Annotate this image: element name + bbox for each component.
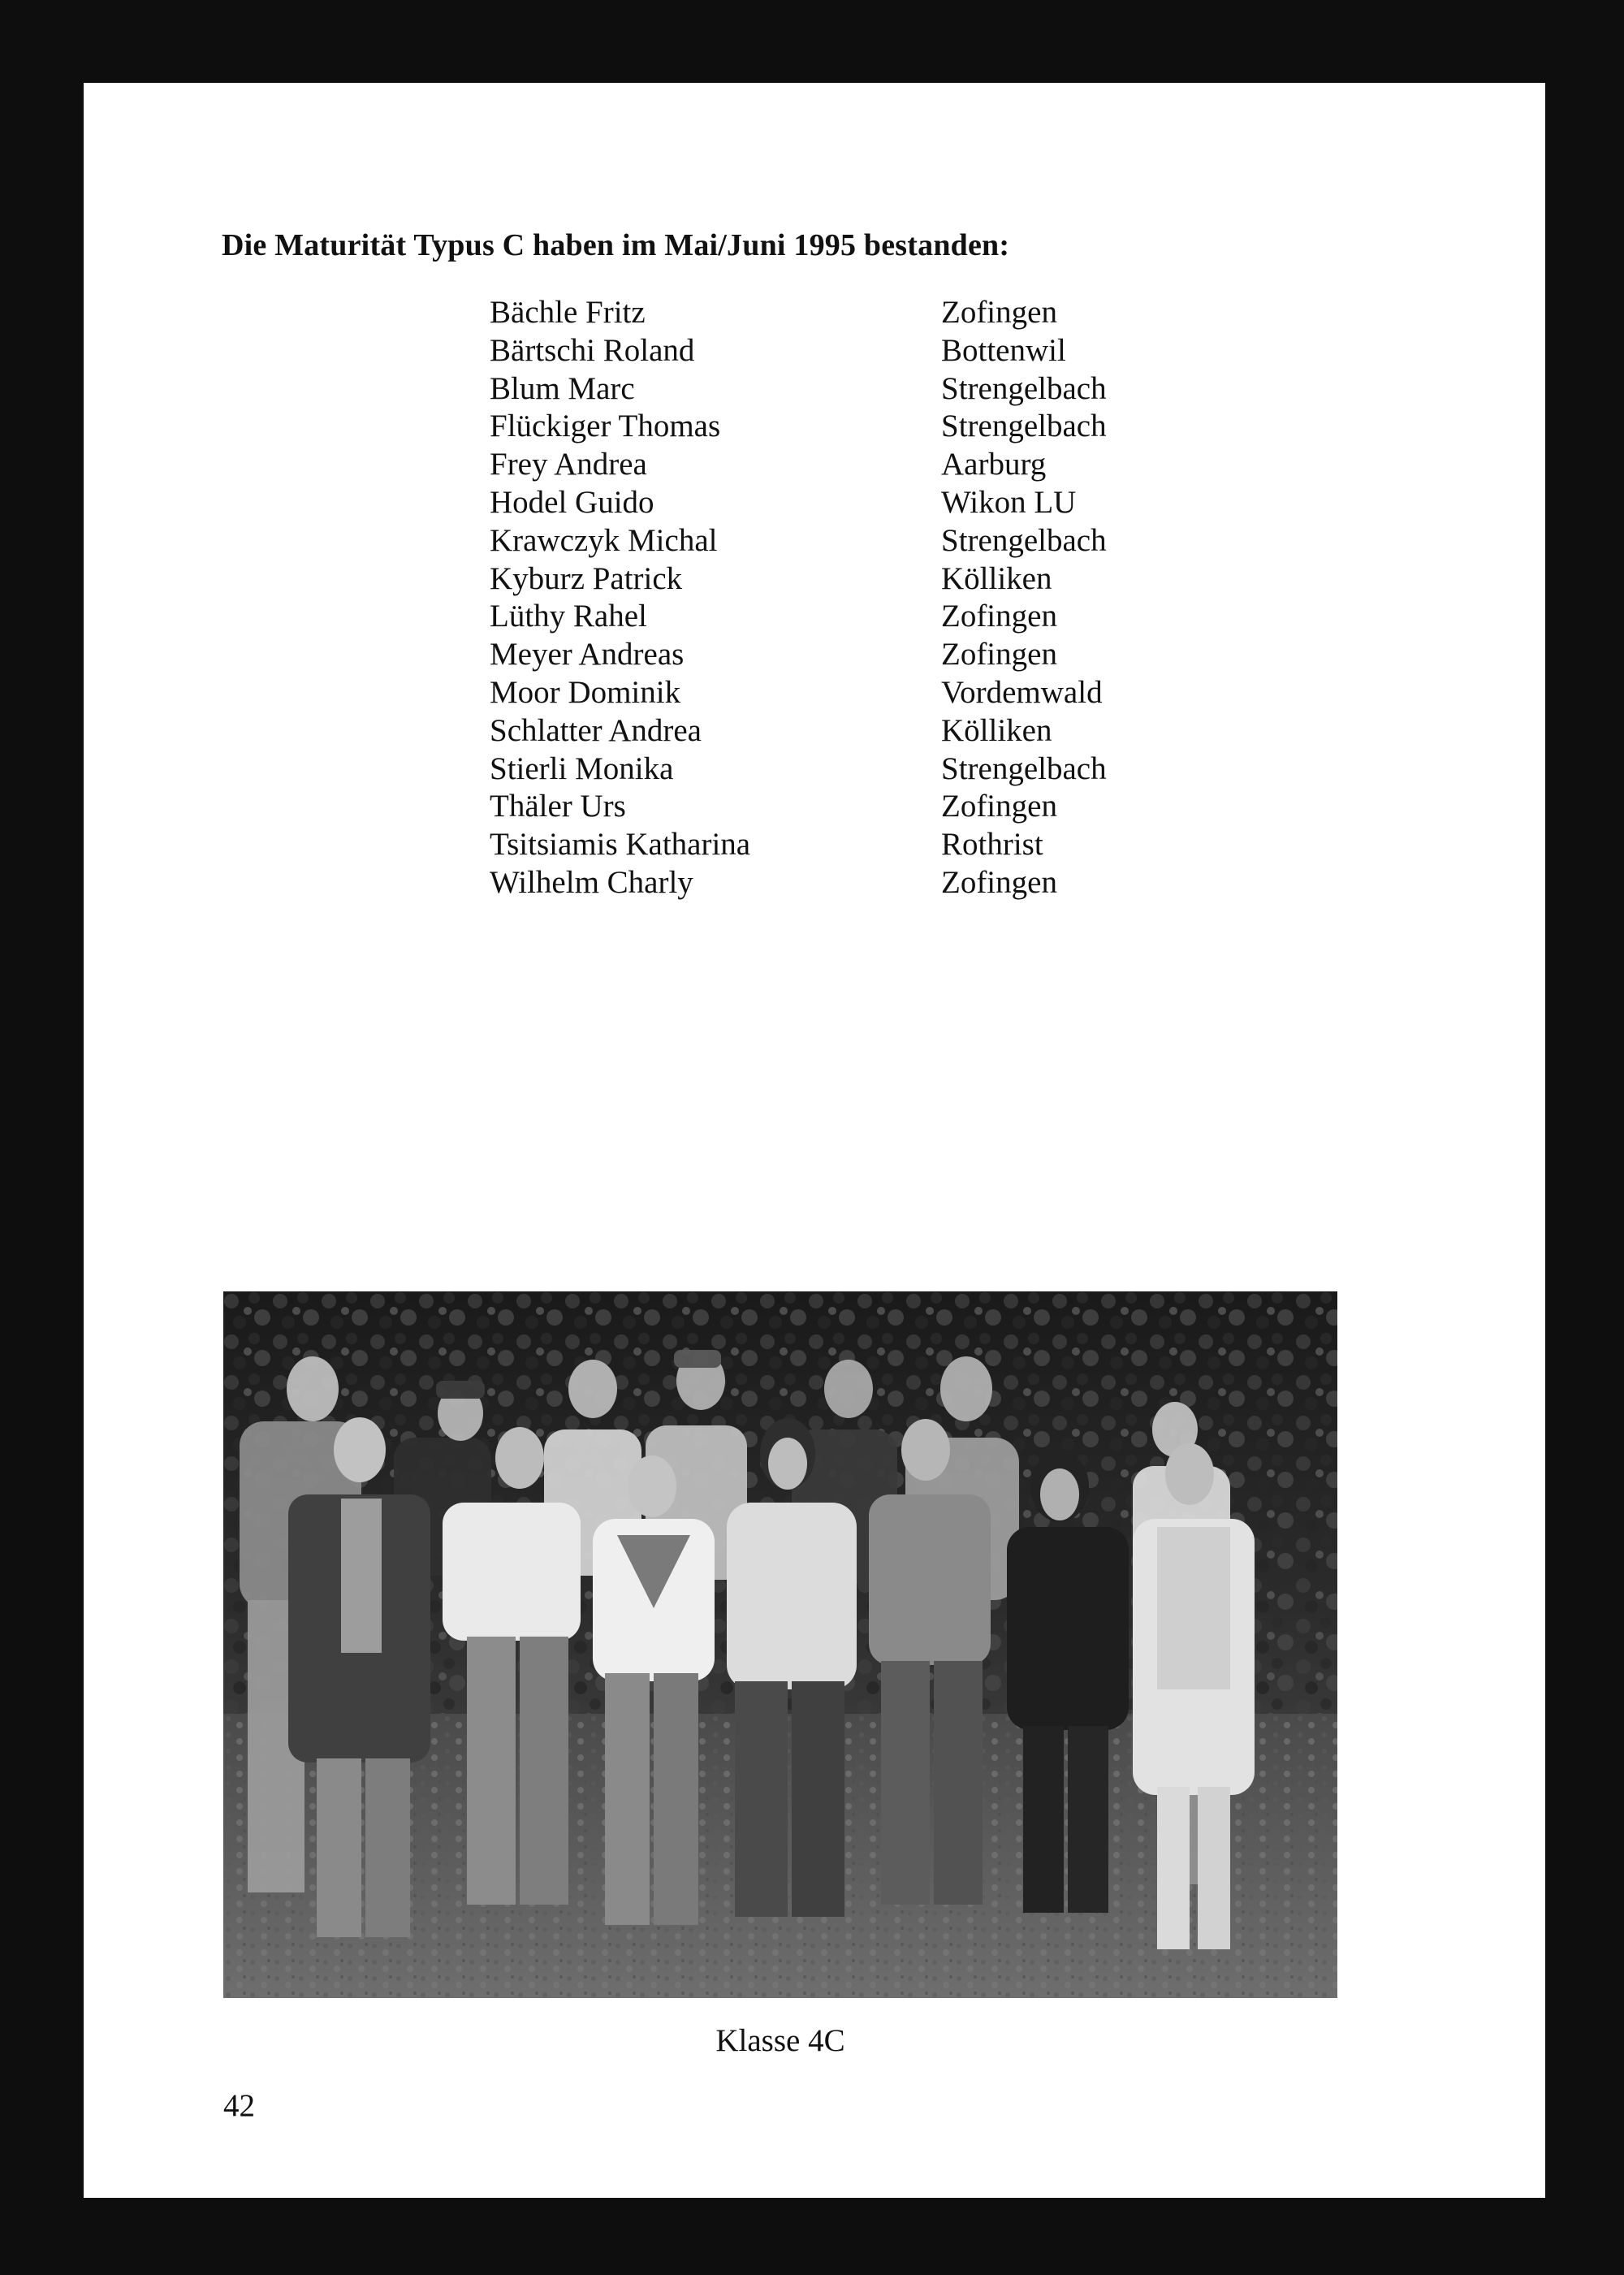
graduate-row [490, 826, 1266, 864]
graduate-row [490, 788, 1266, 826]
graduate-row [490, 560, 1266, 599]
graduate-name: Moor Dominik [490, 674, 681, 710]
graduate-name: Frey Andrea [490, 447, 647, 482]
graduate-row [490, 522, 1266, 560]
graduate-town: Bottenwil [941, 332, 1066, 368]
graduate-name: Thäler Urs [490, 789, 626, 824]
document-page [84, 83, 1545, 2198]
graduate-row [490, 408, 1266, 446]
graduate-name: Lüthy Rahel [490, 599, 647, 634]
graduate-town: Strengelbach [941, 409, 1107, 444]
graduate-name: Flückiger Thomas [490, 409, 721, 444]
page-heading: Die Maturität Typus C haben im Mai/Juni 1995 bestanden: [222, 228, 1010, 262]
graduate-name: Tsitsiamis Katharina [490, 827, 751, 863]
graduate-town: Zofingen [941, 789, 1057, 824]
graduate-town: Strengelbach [941, 522, 1107, 558]
graduate-row [490, 750, 1266, 789]
graduate-row [490, 294, 1266, 332]
graduate-town: Kölliken [941, 712, 1052, 748]
graduate-name: Bärtschi Roland [490, 332, 695, 368]
graduate-town: Zofingen [941, 637, 1057, 673]
graduate-row [490, 370, 1266, 409]
graduate-name: Kyburz Patrick [490, 560, 683, 596]
graduate-name: Bächle Fritz [490, 295, 646, 330]
page-number: 42 [223, 2088, 255, 2123]
graduate-name: Schlatter Andrea [490, 712, 702, 748]
class-photo [223, 1291, 1337, 1998]
graduate-row [490, 484, 1266, 522]
graduate-town: Zofingen [941, 864, 1057, 900]
graduate-row [490, 598, 1266, 636]
graduate-town: Kölliken [941, 560, 1052, 596]
graduate-name: Blum Marc [490, 370, 635, 406]
graduate-town: Strengelbach [941, 370, 1107, 406]
graduate-row [490, 674, 1266, 712]
graduate-town: Wikon LU [941, 484, 1077, 520]
graduate-town: Aarburg [941, 447, 1047, 482]
graduate-town: Zofingen [941, 599, 1057, 634]
graduate-town: Vordemwald [941, 674, 1103, 710]
graduate-town: Rothrist [941, 827, 1043, 863]
graduate-name: Meyer Andreas [490, 637, 685, 673]
photo-caption: Klasse 4C [715, 2023, 845, 2058]
graduate-town: Zofingen [941, 295, 1057, 330]
graduate-name: Wilhelm Charly [490, 864, 693, 900]
graduate-name: Krawczyk Michal [490, 522, 718, 558]
graduate-name: Stierli Monika [490, 750, 674, 786]
graduate-name: Hodel Guido [490, 484, 654, 520]
graduate-row [490, 332, 1266, 370]
graduate-row [490, 712, 1266, 750]
graduate-row [490, 446, 1266, 484]
graduates-list [490, 294, 1266, 902]
graduate-row [490, 864, 1266, 902]
graduate-row [490, 636, 1266, 674]
graduate-town: Strengelbach [941, 750, 1107, 786]
